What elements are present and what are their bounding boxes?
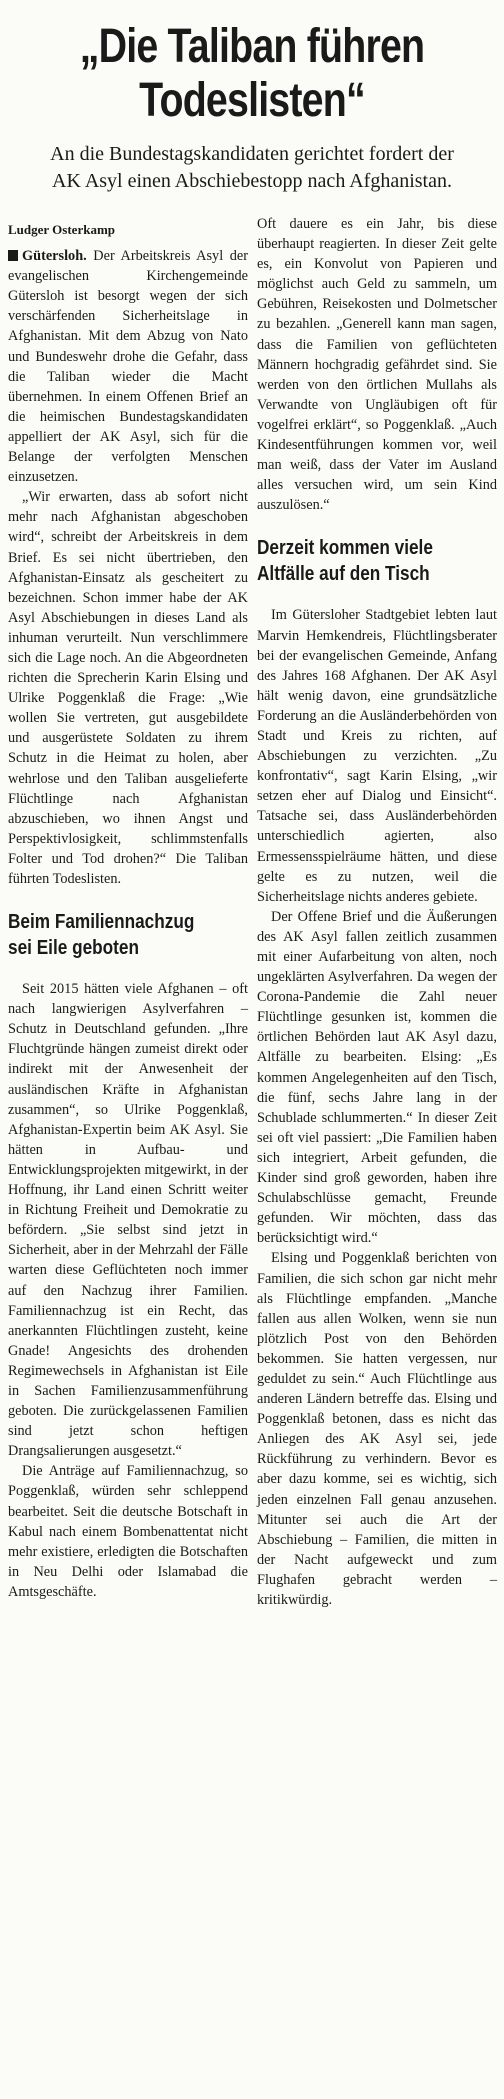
article-paragraph: Oft dauere es ein Jahr, bis diese überhaupt reagierten. In dieser Zeit gelte es, ein Konvolut von Papieren und möglichst auch Geld zu sammeln, um Gebühren, Reisekosten und Dolmetscher zu bezahlen. „Generell kann man sagen, dass die Familien von geflüchteten Männern hochgradig gefährdet sind. Sie werden von den örtlichen Mullahs als Verwandte von Ungläubigen oft für vogelfrei erklärt“, so Poggenklaß. „Auch Kindesentführungen kommen vor, weil man weiß, dass der Vater im Ausland alles versuchen wird, um sein Kind auszulösen.“ — [257, 216, 497, 514]
article-paragraph: Im Gütersloher Stadtgebiet lebten laut Marvin Hemkendreis, Flüchtlingsberater bei der evangelischen Gemeinde, Anfang des Jahres 168 Afghanen. Der AK Asyl hält wenig davon, eine grundsätzliche Forderung an die Ausländerbehörden von Stadt und Kreis zu richten, auf Abschiebungen zu verzichten. „Zu konfrontativ“, sagt Karin Elsing, „wir setzen eher auf Dialog und Einsicht“. Tatsache sei, dass Ausländerbehörden unterschiedlich agierten, also Ermessensspielräume hätten, und diese gelte es zu nutzen, weil die Sicherheitslage nichts anderes gebiete. — [257, 607, 497, 905]
headline — [45, 20, 458, 128]
right-column — [257, 214, 497, 1610]
bullet-square-icon — [8, 250, 18, 261]
author-byline: Ludger Osterkamp — [8, 222, 116, 237]
article-paragraph: „Wir erwarten, dass ab sofort nicht mehr nach Afghanistan abgeschoben wird“, schreibt der Arbeitskreis in dem Brief. Es sei nicht übertrieben, den Afghanistan-Einsatz als gescheitert zu bezeichnen. Schon immer habe der AK Asyl Abschiebungen in dieses Land als inhuman verurteilt. Nun verschlimmere sich die Lage noch. An die Abgeordneten richten die Sprecherin Karin Elsing und Ulrike Poggenklaß die Frage: „Wie wollen Sie vertreten, gut ausgebildete und ausgerüstete Soldaten zu ihrem Schutz in die Heimat zu holen, aber wehrlose und den Taliban ausgelieferte Flüchtlinge nach Afghanistan abzuschieben, wo ihnen Angst und Perspektivlosigkeit, schlimmstenfalls Folter und Tod drohen?“ Die Taliban führten Todeslisten. — [8, 489, 248, 887]
article-paragraph: Der Offene Brief und die Äußerungen des AK Asyl fallen zeitlich zusammen mit einer Aufarbeitung von alten, noch ungeklärten Asylverfahren. Da wegen der Corona-Pandemie die Zahl neuer Flüchtlinge gesunken ist, kommen die örtlichen Behörden laut AK Asyl dazu, Altfälle zu bearbeiten. Elsing: „Es kommen Angelegenheiten auf den Tisch, die fünf, sechs Jahre lang in der Schublade schlummerten.“ In dieser Zeit sei oft viel passiert: „Die Familien haben sich integriert, Arbeit gefunden, die Kinder sind groß geworden, haben ihre Schulabschlüsse gemacht, Freunde gefunden. Wir möchten, dass das berücksichtigt wird.“ — [257, 908, 497, 1247]
article-paragraph: Elsing und Poggenklaß berichten von Familien, die sich schon gar nicht mehr als Flüchtlinge empfanden. „Manche fallen aus allen Wolken, wenn sie nun plötzlich Post von den Behörden bekommen. Sie hatten vergessen, nur geduldet zu sein.“ Auch Flüchtlinge aus anderen Ländern betreffe das. Elsing und Poggenklaß betonen, dass es nicht das Anliegen des AK Asyl sei, jede Rückführung zu verhindern. Bevor es aber dazu komme, sei es wichtig, sich jeden einzelnen Fall genau anzusehen. Mitunter sei auch die Art der Abschiebung – Familien, die mitten in der Nacht aufgeweckt und zum Flughafen gebracht werden – kritikwürdig. — [257, 1250, 497, 1608]
headline-line-1: „Die Taliban führen — [79, 20, 425, 73]
subheadline — [0, 141, 504, 195]
subheadline-line-1: An die Bundestagskandidaten gerichtet fordert der — [50, 143, 454, 165]
dateline: Gütersloh. — [22, 248, 87, 265]
headline-line-2: Todeslisten“ — [139, 74, 365, 127]
left-column — [8, 220, 248, 1602]
article-paragraph: Gütersloh. Der Arbeitskreis Asyl der evangelischen Kirchengemeinde Gütersloh ist besorgt wegen der sich verschärfenden Sicherheitslage in Afghanistan. Mit dem Abzug von Nato und Bundeswehr drohe die Gefahr, dass die Taliban wieder die Macht übernehmen. In einem Offenen Brief an die heimischen Bundestagskandidaten appelliert der AK Asyl, sich für die Belange der verfolgten Menschen einzusetzen. — [8, 248, 248, 486]
subheading-family-reunification: Beim Familiennachzug sei Eile geboten — [8, 911, 195, 960]
article-paragraph: Die Anträge auf Familiennachzug, so Poggenklaß, würden sehr schleppend bearbeitet. Seit die deutsche Botschaft in Kabul nach einem Bombenattentat nicht mehr existiere, erledigten die Botschaften in Neu Delhi oder Islamabad die Amtsgeschäfte. — [8, 1463, 248, 1600]
subheadline-line-2: AK Asyl einen Abschiebestopp nach Afghanistan. — [52, 170, 452, 192]
article-paragraph: Seit 2015 hätten viele Afghanen – oft nach langwierigen Asylverfahren – Schutz in Deutschland gefunden. „Ihre Fluchtgründe hängen zumeist direkt oder indirekt mit der Anwesenheit der ausländischen Kräfte in Afghanistan zusammen“, so Ulrike Poggenklaß, Afghanistan-Expertin beim AK Asyl. Sie hätten in Aufbau- und Entwicklungsprojekten mitgewirkt, in der Hoffnung, ihr Land einen Schritt weiter in Richtung Freiheit und Demokratie zu befördern. „Sie selbst sind jetzt in Sicherheit, aber in der Mehrzahl der Fälle warten diese Geflüchteten noch immer auf den Nachzug ihrer Familien. Familiennachzug ist ein Recht, das anerkannten Flüchtlingen zusteht, keine Gnade! Angesichts des drohenden Regimewechsels in Afghanistan ist Eile in Sachen Familienzusammenführung geboten. Die zurückgelassenen Familien sind jetzt schon heftigen Drangsalierungen ausgesetzt.“ — [8, 981, 248, 1460]
subheading-old-cases: Derzeit kommen viele Altfälle auf den Tisch — [257, 537, 433, 586]
